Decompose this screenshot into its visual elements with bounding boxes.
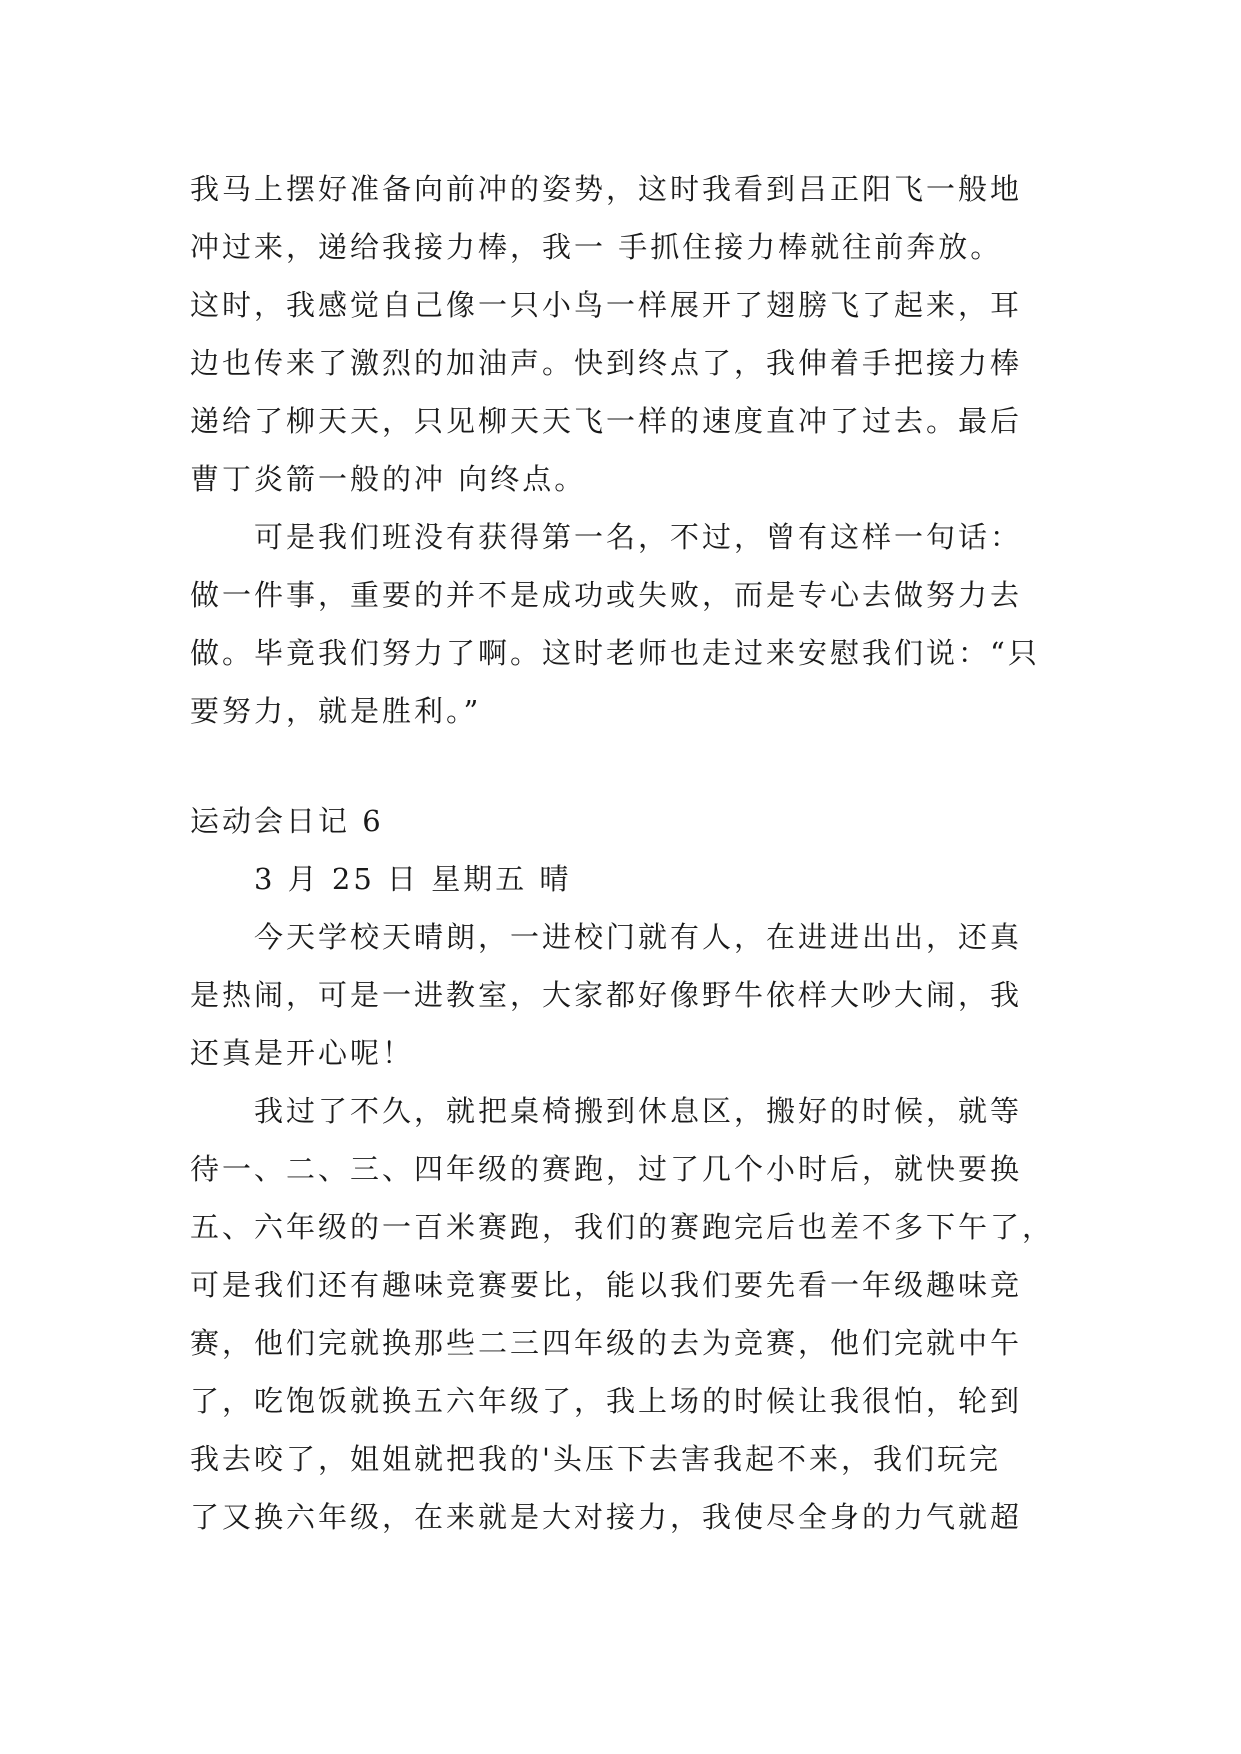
- text-line: 做一件事，重要的并不是成功或失败，而是专心去做努力去: [190, 578, 1023, 612]
- paragraph-relay-race: [190, 160, 1060, 508]
- diary-intro: [190, 850, 1060, 1082]
- text-line: 我马上摆好准备向前冲的姿势，这时我看到吕正阳飞一般地: [190, 172, 1023, 206]
- text-line: 这时，我感觉自己像一只小鸟一样展开了翅膀飞了起来，耳: [190, 288, 1023, 322]
- section-heading: 运动会日记 6: [190, 804, 384, 838]
- text-line: 要努力，就是胜利。”: [190, 694, 482, 728]
- text-line: 了又换六年级，在来就是大对接力，我使尽全身的力气就超: [190, 1500, 1023, 1534]
- text-line: 递给了柳天天，只见柳天天飞一样的速度直冲了过去。最后: [190, 404, 1023, 438]
- text-line: 可是我们还有趣味竞赛要比，能以我们要先看一年级趣味竞: [190, 1268, 1023, 1302]
- text-line: 我去咬了，姐姐就把我的'头压下去害我起不来，我们玩完: [190, 1442, 1001, 1476]
- text-line: 可是我们班没有获得第一名，不过，曾有这样一句话：: [254, 520, 1023, 554]
- text-line: 还真是开心呢！: [190, 1036, 415, 1070]
- text-line: 了，吃饱饭就换五六年级了，我上场的时候让我很怕，轮到: [190, 1384, 1023, 1418]
- text-line: 是热闹，可是一进教室，大家都好像野牛依样大吵大闹，我: [190, 978, 1023, 1012]
- text-line: 赛，他们完就换那些二三四年级的去为竞赛，他们完就中午: [190, 1326, 1023, 1360]
- text-line: 冲过来，递给我接力棒，我一 手抓住接力棒就往前奔放。: [190, 230, 1003, 264]
- text-line: 今天学校天晴朗，一进校门就有人，在进进出出，还真: [254, 920, 1023, 954]
- date-line: 3 月 25 日 星期五 晴: [254, 862, 572, 896]
- text-line: 五、六年级的一百米赛跑，我们的赛跑完后也差不多下午了，: [190, 1210, 1055, 1244]
- diary-title: [190, 792, 1060, 850]
- paragraph-conclusion: [190, 508, 1060, 740]
- text-line: 边也传来了激烈的加油声。快到终点了，我伸着手把接力棒: [190, 346, 1023, 380]
- text-line: 做。毕竟我们努力了啊。这时老师也走过来安慰我们说：“只: [190, 636, 1040, 670]
- text-line: 我过了不久，就把桌椅搬到休息区，搬好的时候，就等: [254, 1094, 1023, 1128]
- diary-body: [190, 1082, 1060, 1546]
- text-line: 待一、二、三、四年级的赛跑，过了几个小时后，就快要换: [190, 1152, 1023, 1186]
- text-line: 曹丁炎箭一般的冲 向终点。: [190, 462, 587, 496]
